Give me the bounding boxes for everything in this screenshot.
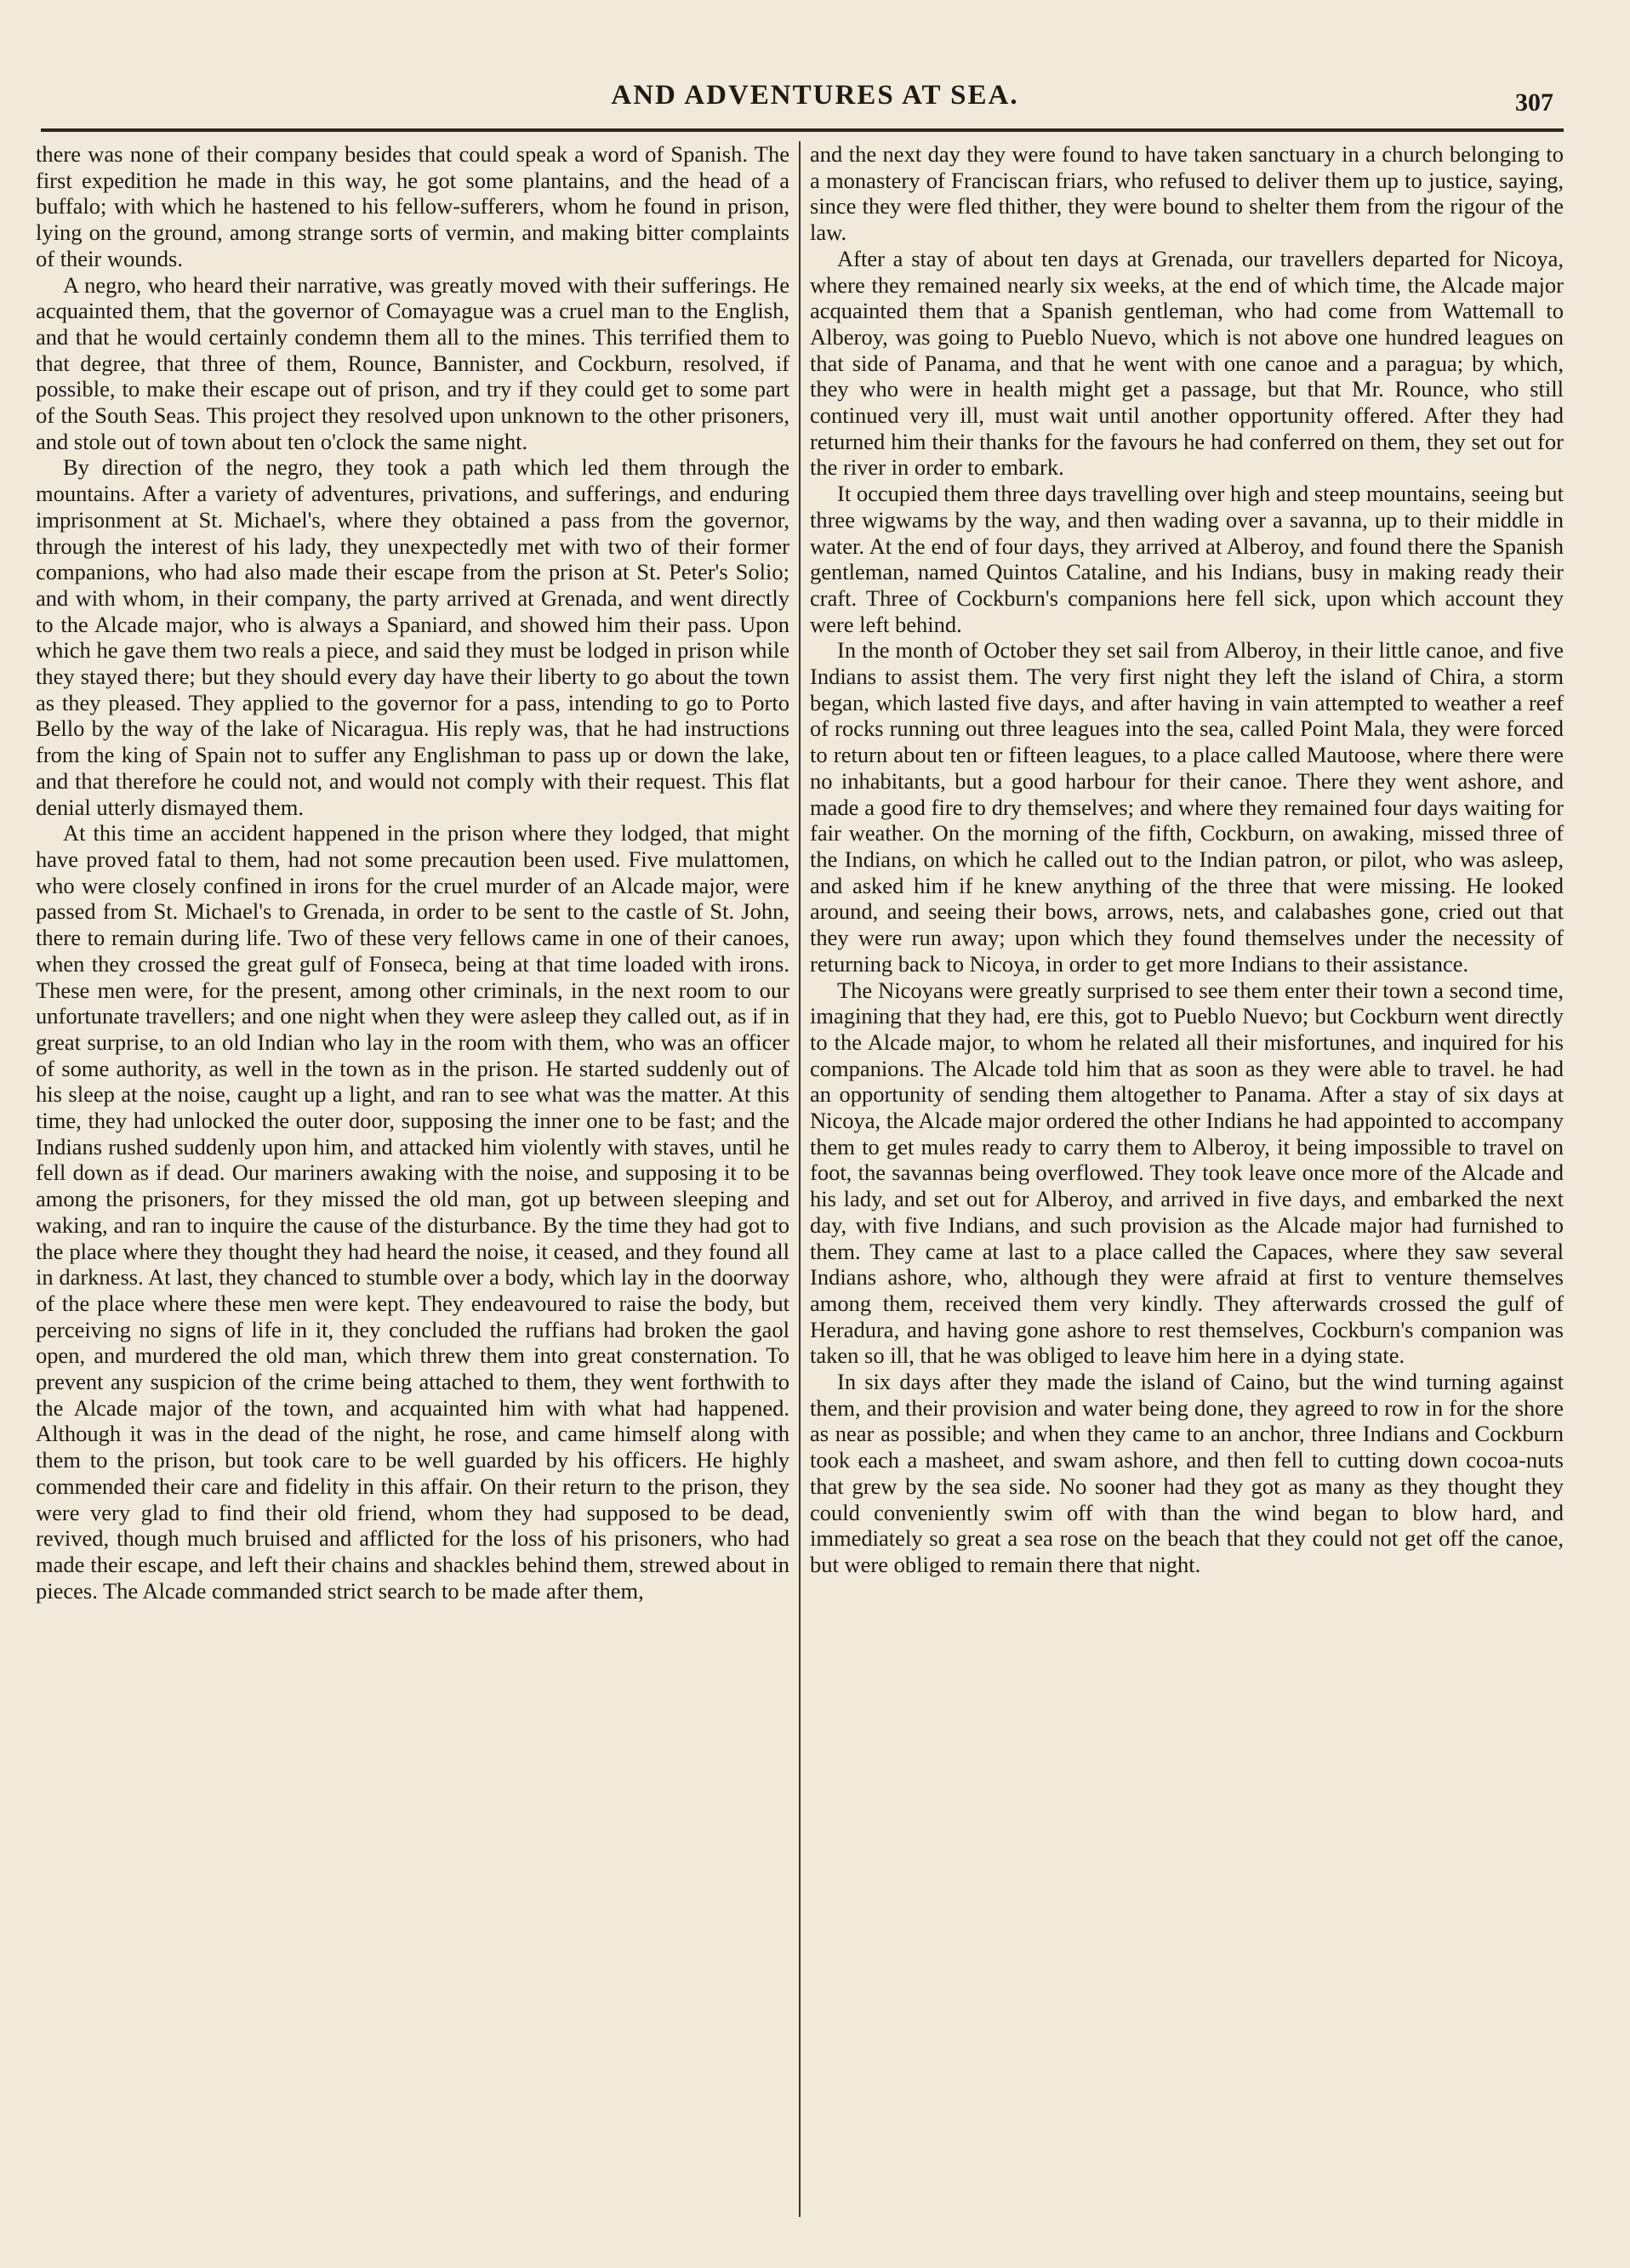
running-title: AND ADVENTURES AT SEA. [611, 80, 1019, 111]
paragraph: In the month of October they set sail from Alberoy, in their little canoe, and five Indians to assist them. The very first night they left the island of Chira, a storm began, which lasted five days, and after having in vain attempted to weather a reef of rocks running out three leagues into the sea, called Point Mala, they were forced to return about ten or fifteen leagues, to a place called Mautoose, where there were no inhabitants, but a good harbour for their canoe. There they went ashore, and made a good fire to dry themselves; and where they remained four days waiting for fair weather. On the morning of the fifth, Cockburn, on awaking, missed three of the Indians, on which he called out to the Indian patron, or pilot, who was asleep, and asked him if he knew anything of the three that were missing. He looked around, and seeing their bows, arrows, nets, and calabashes gone, cried out that they were run away; upon which they found themselves under the necessity of returning back to Nicoya, in order to get more Indians to their assistance. [810, 637, 1564, 977]
left-column [36, 141, 789, 2217]
paragraph: The Nicoyans were greatly surprised to see them enter their town a second time, imagining that they had, ere this, got to Pueblo Nuevo; but Cockburn went directly to the Alcade major, to whom he related all their misfortunes, and inquired for his companions. The Alcade told him that as soon as they were able to travel. he had an opportunity of sending them altogether to Panama. After a stay of six days at Nicoya, the Alcade major ordered the other Indians he had appointed to accompany them to get mules ready to carry them to Alberoy, it being impossible to travel on foot, the savannas being overflowed. They took leave once more of the Alcade and his lady, and set out for Alberoy, and arrived in five days, and embarked the next day, with five Indians, and such provision as the Alcade major had furnished to them. They came at last to a place called the Capaces, where they saw several Indians ashore, who, although they were afraid at first to venture themselves among them, received them very kindly. They afterwards crossed the gulf of Heradura, and having gone ashore to rest themselves, Cockburn's companion was taken so ill, that he was obliged to leave him here in a dying state. [810, 977, 1564, 1369]
paragraph: and the next day they were found to have taken sanctuary in a church belonging to a monastery of Franciscan friars, who refused to deliver them up to justice, saying, since they were fled thither, they were bound to shelter them from the rigour of the law. [810, 141, 1564, 246]
paragraph: It occupied them three days travelling over high and steep mountains, seeing but three wigwams by the way, and then wading over a savanna, up to their middle in water. At the end of four days, they arrived at Alberoy, and found there the Spanish gentleman, named Quintos Cataline, and his Indians, busy in making ready their craft. Three of Cockburn's companions here fell sick, upon which account they were left behind. [810, 481, 1564, 637]
page-number: 307 [1515, 88, 1553, 117]
text-columns [36, 141, 1564, 2217]
page-header [0, 80, 1630, 123]
header-rule [41, 128, 1564, 132]
paragraph: After a stay of about ten days at Grenada, our travellers departed for Nicoya, where they remained nearly six weeks, at the end of which time, the Alcade major acquainted them that a Spanish gentleman, who had come from Wattemall to Alberoy, was going to Pueblo Nuevo, which is not above one hundred leagues on that side of Panama, and that he went with one canoe and a paragua; by which, they who were in health might get a passage, but that Mr. Rounce, who still continued very ill, must wait until another opportunity offered. After they had returned him their thanks for the favours he had conferred on them, they set out for the river in order to embark. [810, 245, 1564, 481]
right-column [810, 141, 1564, 2217]
column-divider [799, 141, 801, 2217]
paragraph: A negro, who heard their narrative, was greatly moved with their sufferings. He acquainted them, that the governor of Comayague was a cruel man to the English, and that he would certainly condemn them all to the mines. This terrified them to that degree, that three of them, Rounce, Bannister, and Cockburn, resolved, if possible, to make their escape out of prison, and try if they could get to some part of the South Seas. This project they resolved upon unknown to the other prisoners, and stole out of town about ten o'clock the same night. [36, 271, 789, 454]
paragraph: In six days after they made the island of Caino, but the wind turning against them, and their provision and water being done, they agreed to row in for the shore as near as possible; and when they came to an anchor, three Indians and Cockburn took each a masheet, and swam ashore, and then fell to cutting down cocoa-nuts that grew by the sea side. No sooner had they got as many as they thought they could conveniently swim off with than the wind began to blow hard, and immediately so great a sea rose on the beach that they could not get off the canoe, but were obliged to remain there that night. [810, 1369, 1564, 1577]
paragraph: By direction of the negro, they took a path which led them through the mountains. After a variety of adventures, privations, and sufferings, and enduring imprisonment at St. Michael's, where they obtained a pass from the governor, through the interest of his lady, they unexpectedly met with two of their former companions, who had also made their escape from the prison at St. Peter's Solio; and with whom, in their company, the party arrived at Grenada, and went directly to the Alcade major, who is always a Spaniard, and showed him their pass. Upon which he gave them two reals a piece, and said they must be lodged in prison while they stayed there; but they should every day have their liberty to go about the town as they pleased. They applied to the governor for a pass, intending to go to Porto Bello by the way of the lake of Nicaragua. His reply was, that he had instructions from the king of Spain not to suffer any Englishman to pass up or down the lake, and that therefore he could not, and would not comply with their request. This flat denial utterly dismayed them. [36, 454, 789, 820]
paragraph: there was none of their company besides that could speak a word of Spanish. The first expedition he made in this way, he got some plantains, and the head of a buffalo; with which he hastened to his fellow-sufferers, whom he found in prison, lying on the ground, among strange sorts of vermin, and making bitter complaints of their wounds. [36, 141, 789, 271]
paragraph: At this time an accident happened in the prison where they lodged, that might have proved fatal to them, had not some precaution been used. Five mulattomen, who were closely confined in irons for the cruel murder of an Alcade major, were passed from St. Michael's to Grenada, in order to be sent to the castle of St. John, there to remain during life. Two of these very fellows came in one of their canoes, when they crossed the great gulf of Fonseca, being at that time loaded with irons. These men were, for the present, among other criminals, in the next room to our unfortunate travellers; and one night when they were asleep they called out, as if in great surprise, to an old Indian who lay in the room with them, who was an officer of some authority, as well in the town as in the prison. He started suddenly out of his sleep at the noise, caught up a light, and ran to see what was the matter. At this time, they had unlocked the outer door, supposing the inner one to be fast; and the Indians rushed suddenly upon him, and attacked him violently with staves, until he fell down as if dead. Our mariners awaking with the noise, and supposing it to be among the prisoners, for they missed the old man, got up between sleeping and waking, and ran to inquire the cause of the disturbance. By the time they had got to the place where they thought they had heard the noise, it ceased, and they found all in darkness. At last, they chanced to stumble over a body, which lay in the doorway of the place where these men were kept. They endeavoured to raise the body, but perceiving no signs of life in it, they concluded the ruffians had broken the gaol open, and murdered the old man, which threw them into great consternation. To prevent any suspicion of the crime being attached to them, they went forthwith to the Alcade major of the town, and acquainted him with what had happened. Although it was in the dead of the night, he rose, and came himself along with them to the prison, but took care to be well guarded by his officers. He highly commended their care and fidelity in this affair. On their return to the prison, they were very glad to find their old friend, whom they had supposed to be dead, revived, though much bruised and afflicted for the loss of his prisoners, who had made their escape, and left their chains and shackles behind them, strewed about in pieces. The Alcade commanded strict search to be made after them, [36, 820, 789, 1604]
